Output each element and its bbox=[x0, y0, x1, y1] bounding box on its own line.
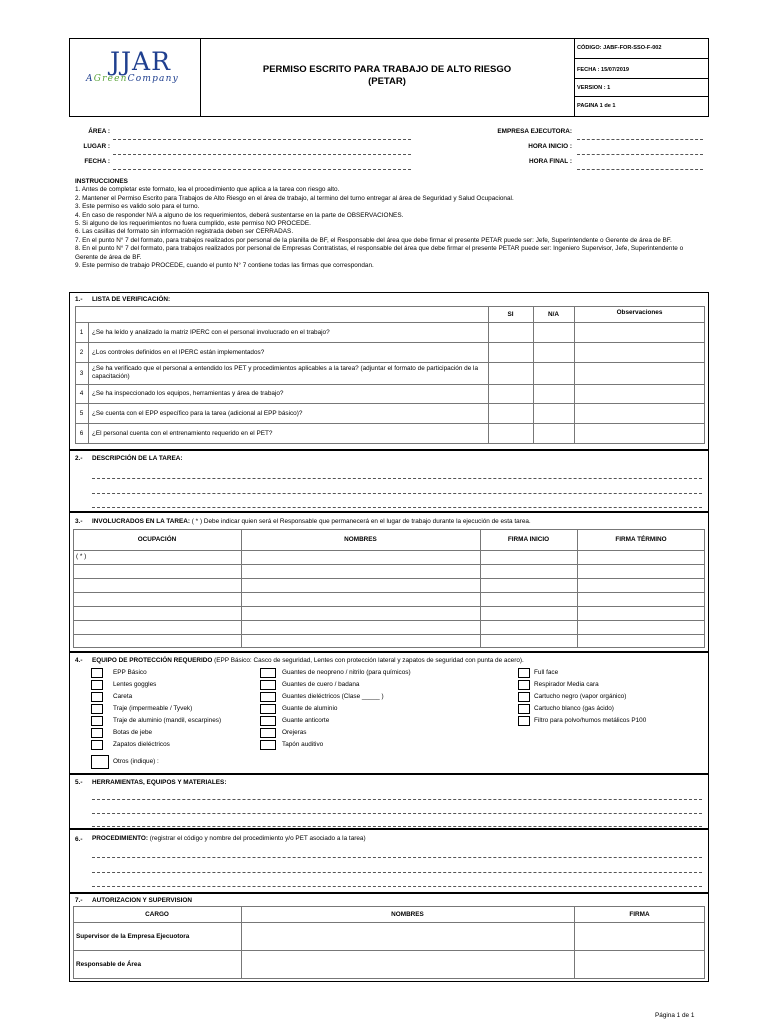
checkbox-cartucho-blanco[interactable] bbox=[518, 704, 530, 714]
s2-line[interactable] bbox=[92, 507, 702, 508]
s6-title: PROCEDIMIENTO: bbox=[92, 835, 148, 842]
company-logo bbox=[86, 47, 196, 84]
instruction-item: 2. Mantener el Permiso Escrito para Trabajos de Alto Riesgo en el área de trabajo, al termino del turno entregar al área de Seguridad y Salud Ocupacional. bbox=[75, 194, 514, 202]
s1-row-num: 6 bbox=[79, 430, 84, 437]
s6-note: (registrar el código y nombre del procedimiento y/o PET asociado a la tarea) bbox=[149, 835, 366, 842]
s6-line[interactable] bbox=[92, 886, 702, 887]
s7-col-firma: FIRMA bbox=[629, 910, 650, 918]
checkbox-lentes-goggles[interactable] bbox=[91, 680, 103, 690]
instructions bbox=[75, 178, 705, 270]
field-hora-inicio-line[interactable] bbox=[577, 154, 703, 155]
header-meta-line-3 bbox=[574, 96, 709, 97]
epp-label: Traje de aluminio (mandil, escarpines) bbox=[113, 717, 222, 724]
checkbox-full-face[interactable] bbox=[518, 668, 530, 678]
epp-label: Cartucho blanco (gas ácido) bbox=[534, 705, 614, 712]
s3-responsable-mark: ( * ) bbox=[76, 553, 87, 560]
s1-row-question: ¿Se ha verificado que el personal a entendido los PET y procedimientos aplicables a la tarea? (adjuntar el formato de participación de la capacitación) bbox=[92, 365, 479, 380]
instruction-item: 4. En caso de responder N/A a alguno de los requerimientos, deberá sustentarse en la parte de OBSERVACIONES. bbox=[75, 211, 404, 219]
s3-row-line bbox=[73, 564, 705, 565]
epp-label: Cartucho negro (vapor orgánico) bbox=[534, 693, 627, 700]
s2-line[interactable] bbox=[92, 478, 702, 479]
epp-label: Botas de jebe bbox=[113, 729, 153, 736]
epp-label: Guantes dieléctricos (Clase _____ ) bbox=[282, 693, 384, 700]
label-empresa: EMPRESA EJECUTORA: bbox=[497, 128, 572, 135]
s1-row-question: ¿Se ha inspeccionado los equipos, herramientas y área de trabajo? bbox=[92, 390, 284, 397]
epp-otros-label: Otros (indique) : bbox=[113, 758, 159, 765]
s5-line[interactable] bbox=[92, 826, 702, 827]
s1-row-num: 2 bbox=[79, 348, 84, 356]
s1-row-question: ¿El personal cuenta con el entrenamiento requerido en el PET? bbox=[92, 430, 273, 437]
label-area: ÁREA : bbox=[88, 128, 110, 135]
instruction-item: 6. Las casillas del formato sin información registrada deben ser CERRADAS. bbox=[75, 228, 294, 236]
meta-pagina: PAGINA 1 de 1 bbox=[577, 103, 616, 109]
checkbox-epp-basico[interactable] bbox=[91, 668, 103, 678]
checkbox-guante-aluminio[interactable] bbox=[260, 704, 276, 714]
s7-col-nombres: NOMBRES bbox=[391, 910, 424, 918]
epp-label: Filtro para polvo/humos metálicos P100 bbox=[534, 717, 647, 724]
checkbox-careta[interactable] bbox=[91, 692, 103, 702]
s2-line[interactable] bbox=[92, 493, 702, 494]
field-fecha-line[interactable] bbox=[113, 169, 411, 170]
s5-title: HERRAMIENTAS, EQUIPOS Y MATERIALES: bbox=[92, 779, 227, 786]
s3-row-line bbox=[73, 634, 705, 635]
s1-row-num: 1 bbox=[79, 328, 84, 336]
epp-label: Careta bbox=[113, 693, 133, 700]
s5-num: 5.- bbox=[75, 779, 83, 786]
s6-num: 6.- bbox=[75, 836, 83, 843]
field-hora-final-line[interactable] bbox=[577, 169, 703, 170]
s3-title: INVOLUCRADOS EN LA TAREA: bbox=[92, 518, 190, 525]
meta-codigo: CÓDIGO: JABF-FOR-SSO-F-002 bbox=[577, 45, 662, 51]
s4-num: 4.- bbox=[75, 657, 83, 664]
s3-col-firma-inicio: FIRMA INICIO bbox=[507, 536, 550, 543]
s3-col-nombres: NOMBRES bbox=[344, 536, 377, 543]
logo-tagline: AGreenCompany bbox=[86, 74, 179, 84]
instruction-item: 3. Este permiso es valido solo para el turno. bbox=[75, 203, 200, 211]
field-lugar-line[interactable] bbox=[113, 154, 411, 155]
label-hora-final: HORA FINAL : bbox=[529, 158, 572, 165]
epp-label: Guantes de cuero / badana bbox=[282, 681, 360, 688]
s7-title: AUTORIZACION Y SUPERVISION bbox=[92, 897, 193, 904]
checkbox-respirador-media-cara[interactable] bbox=[518, 680, 530, 690]
s1-col-na: N/A bbox=[547, 310, 559, 318]
s4-title: EQUIPO DE PROTECCIÓN REQUERIDO bbox=[92, 657, 213, 664]
s1-num: 1.- bbox=[75, 296, 83, 303]
checkbox-orejeras[interactable] bbox=[260, 728, 276, 738]
epp-label: Respirador Media cara bbox=[534, 681, 599, 688]
s7-row-responsable: Responsable de Área bbox=[76, 961, 141, 968]
epp-label: Guantes de neopreno / nitrilo (para químicos) bbox=[282, 669, 411, 676]
epp-label: Orejeras bbox=[282, 729, 307, 736]
epp-label: Lentes goggles bbox=[113, 681, 157, 688]
s7-num: 7.- bbox=[75, 897, 83, 904]
epp-label: Zapatos dieléctricos bbox=[113, 741, 170, 748]
checkbox-traje[interactable] bbox=[91, 704, 103, 714]
checkbox-filtro-p100[interactable] bbox=[518, 716, 530, 726]
meta-version: VERSION : 1 bbox=[577, 85, 611, 91]
s1-col-si: SI bbox=[507, 310, 514, 318]
s4-title-line bbox=[92, 657, 524, 664]
field-area-line[interactable] bbox=[113, 139, 411, 140]
s5-line[interactable] bbox=[92, 813, 702, 814]
checkbox-tapon-auditivo[interactable] bbox=[260, 740, 276, 750]
instruction-item: 1. Antes de completar este formato, lea el procedimiento que aplica a la tarea con riesgo alto. bbox=[75, 186, 340, 194]
checkbox-guante-anticorte[interactable] bbox=[260, 716, 276, 726]
s3-row-line bbox=[73, 620, 705, 621]
instruction-item: 5. Si alguno de los requerimientos no fuera cumplido, este permiso NO PROCEDE. bbox=[75, 220, 311, 228]
s3-col-firma-termino: FIRMA TÉRMINO bbox=[615, 536, 667, 543]
epp-label: EPP Básico bbox=[113, 669, 147, 676]
checkbox-botas-jebe[interactable] bbox=[91, 728, 103, 738]
footer-page-number: Página 1 de 1 bbox=[655, 1012, 695, 1019]
s6-title-line bbox=[92, 835, 366, 842]
s1-title: LISTA DE VERIFICACIÓN: bbox=[92, 296, 171, 303]
epp-label: Guante anticorte bbox=[282, 717, 330, 724]
s7-col-cargo: CARGO bbox=[145, 910, 169, 918]
s5-line[interactable] bbox=[92, 799, 702, 800]
form-title: PERMISO ESCRITO PARA TRABAJO DE ALTO RIESGO (PETAR) bbox=[262, 64, 512, 87]
epp-label: Traje (impermeable / Tyvek) bbox=[113, 705, 193, 712]
s3-row-line bbox=[73, 578, 705, 579]
label-hora-inicio: HORA INICIO : bbox=[528, 143, 572, 150]
s2-num: 2.- bbox=[75, 455, 83, 462]
s1-row-num: 3 bbox=[79, 369, 84, 377]
instructions-title: INSTRUCCIONES bbox=[75, 178, 128, 185]
s1-row-num: 4 bbox=[79, 390, 84, 397]
s1-row-question: ¿Se cuenta con el EPP específico para la tarea (adicional al EPP básico)? bbox=[92, 409, 303, 417]
s3-header-line bbox=[73, 550, 705, 551]
s1-col-num-line bbox=[88, 322, 89, 444]
header-meta-line-2 bbox=[574, 78, 709, 79]
s6-line[interactable] bbox=[92, 857, 702, 858]
s3-col-ocupacion: OCUPACIÓN bbox=[137, 536, 177, 543]
label-fecha: FECHA : bbox=[84, 158, 110, 165]
s4-note: (EPP Básico: Casco de seguridad, Lentes con protección lateral y zapatos de seguridad con punta de acero). bbox=[214, 657, 524, 664]
epp-label: Tapón auditivo bbox=[282, 741, 324, 748]
s3-note: ( * ) Debe indicar quien será el Responsable que permanecerá en el lugar de trabajo durante la ejecución de esta tarea. bbox=[191, 518, 531, 525]
s6-line[interactable] bbox=[92, 872, 702, 873]
s7-row-supervisor: Supervisor de la Empresa Ejecuotora bbox=[76, 932, 190, 940]
s1-col-obs: Observaciones bbox=[616, 308, 663, 316]
checkbox-traje-aluminio[interactable] bbox=[91, 716, 103, 726]
instruction-item: 9. Este permiso de trabajo PROCEDE, cuando el punto N° 7 contiene todas las firmas que correspondan. bbox=[75, 262, 374, 270]
s3-title-line bbox=[92, 518, 531, 525]
label-lugar: LUGAR : bbox=[83, 143, 110, 150]
epp-label: Full face bbox=[534, 669, 559, 676]
field-empresa-line[interactable] bbox=[577, 139, 703, 140]
checkbox-otros[interactable] bbox=[91, 755, 109, 769]
s1-row-num: 5 bbox=[79, 409, 84, 417]
header-meta-line-1 bbox=[574, 58, 709, 59]
s2-title: DESCRIPCIÓN DE LA TAREA: bbox=[92, 455, 183, 462]
instruction-item: 8. En el punto N° 7 del formato, para trabajos realizados por personal de Empresas Contratistas, el responsable del área que debe firmar el presente PETAR puede ser: Ingeniero Supervisor, Jefe, Superintendente o Gerente de área de BF. bbox=[75, 245, 684, 261]
checkbox-guantes-cuero[interactable] bbox=[260, 680, 276, 690]
checkbox-cartucho-negro[interactable] bbox=[518, 692, 530, 702]
logo-text: JJAR bbox=[110, 47, 171, 76]
s1-row-question: ¿Los controles definidos en el IPERC están implementados? bbox=[92, 348, 265, 356]
s3-row-line bbox=[73, 592, 705, 593]
instruction-item: 7. En el punto N° 7 del formato, para trabajos realizados por personal de la planilla de BF, el Responsable del área que debe firmar el presente PETAR puede ser: Jefe, Superintendente o Gerente de área de BF. bbox=[75, 236, 672, 244]
epp-label: Guante de aluminio bbox=[282, 705, 338, 712]
checkbox-guantes-neopreno[interactable] bbox=[260, 668, 276, 678]
s3-row-line bbox=[73, 606, 705, 607]
s1-row-question: ¿Se ha leído y analizado la matriz IPERC con el personal involucrado en el trabajo? bbox=[92, 328, 330, 336]
checkbox-guantes-dielectricos[interactable] bbox=[260, 692, 276, 702]
checkbox-zapatos-dielectricos[interactable] bbox=[91, 740, 103, 750]
s3-num: 3.- bbox=[75, 518, 83, 525]
meta-fecha: FECHA : 15/07/2019 bbox=[577, 67, 630, 73]
